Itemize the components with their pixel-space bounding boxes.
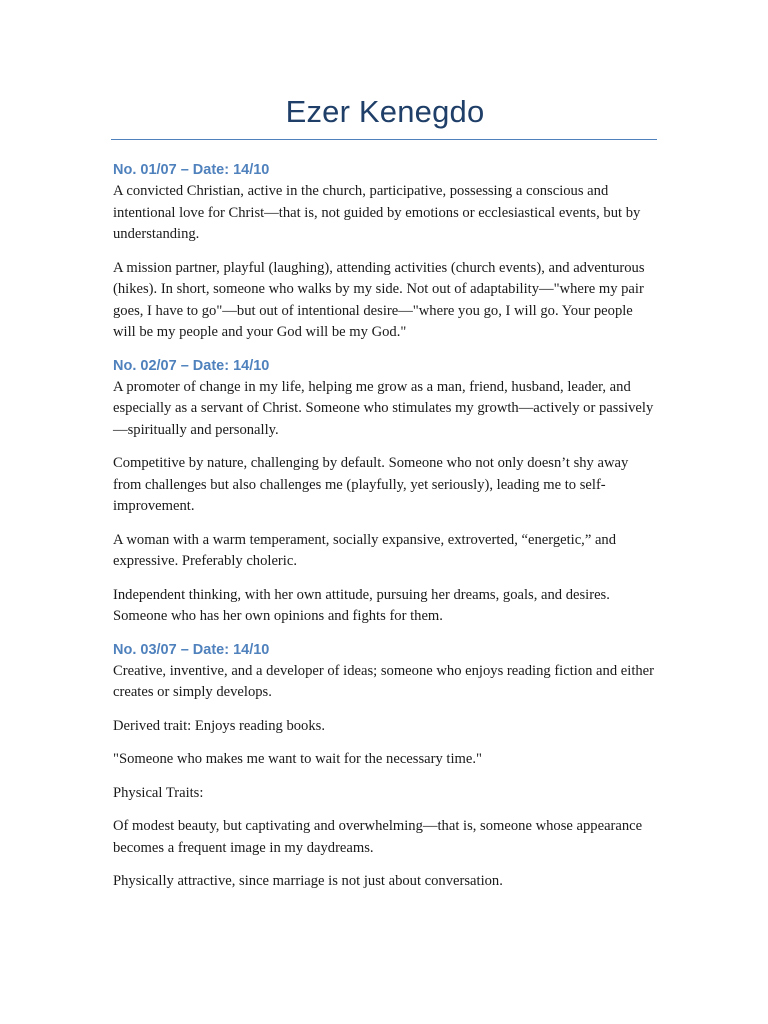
section-heading: No. 01/07 – Date: 14/10 — [113, 162, 270, 178]
paragraph: Of modest beauty, but captivating and overwhelming—that is, someone whose appearance becomes a frequent image in my daydreams. — [113, 818, 643, 856]
section-01 — [113, 160, 657, 344]
document-title: Ezer Kenegdo — [285, 94, 485, 129]
paragraph: A promoter of change in my life, helping me grow as a man, friend, husband, leader, and especially as a servant of Christ. Someone who stimulates my growth—actively or passively—spiritually and personally. — [113, 378, 654, 438]
paragraph: Independent thinking, with her own attitude, pursuing her dreams, goals, and desires. Someone who has her own opinions and fights for them. — [113, 586, 610, 624]
document-body — [113, 160, 657, 905]
paragraph: Physical Traits: — [113, 784, 204, 801]
paragraph: Physically attractive, since marriage is not just about conversation. — [113, 873, 503, 889]
paragraph: Creative, inventive, and a developer of ideas; someone who enjoys reading fiction and either creates or simply develops. — [113, 662, 655, 700]
paragraph: A mission partner, playful (laughing), attending activities (church events), and adventurous (hikes). In short, someone who walks by my side. Not out of adaptability—"where my pair goes, I have to go"—but out of intentional desire—"where you go, I will go. Your people will be my people and your God will be my God." — [113, 259, 645, 340]
paragraph: "Someone who makes me want to wait for the necessary time." — [113, 751, 482, 767]
paragraph: Derived trait: Enjoys reading books. — [113, 717, 325, 734]
paragraph: A woman with a warm temperament, socially expansive, extroverted, “energetic,” and expressive. Preferably choleric. — [113, 531, 617, 569]
paragraph: Competitive by nature, challenging by default. Someone who not only doesn’t shy away from challenges but also challenges me (playfully, yet seriously), leading me to self-improvement. — [113, 455, 629, 514]
paragraph: A convicted Christian, active in the church, participative, possessing a conscious and intentional love for Christ—that is, not guided by emotions or ecclesiastical events, but by understanding. — [113, 183, 641, 242]
section-heading: No. 03/07 – Date: 14/10 — [113, 641, 270, 658]
section-heading: No. 02/07 – Date: 14/10 — [113, 357, 270, 374]
section-03 — [113, 640, 657, 893]
title-underline — [111, 139, 657, 140]
section-02 — [113, 356, 657, 628]
